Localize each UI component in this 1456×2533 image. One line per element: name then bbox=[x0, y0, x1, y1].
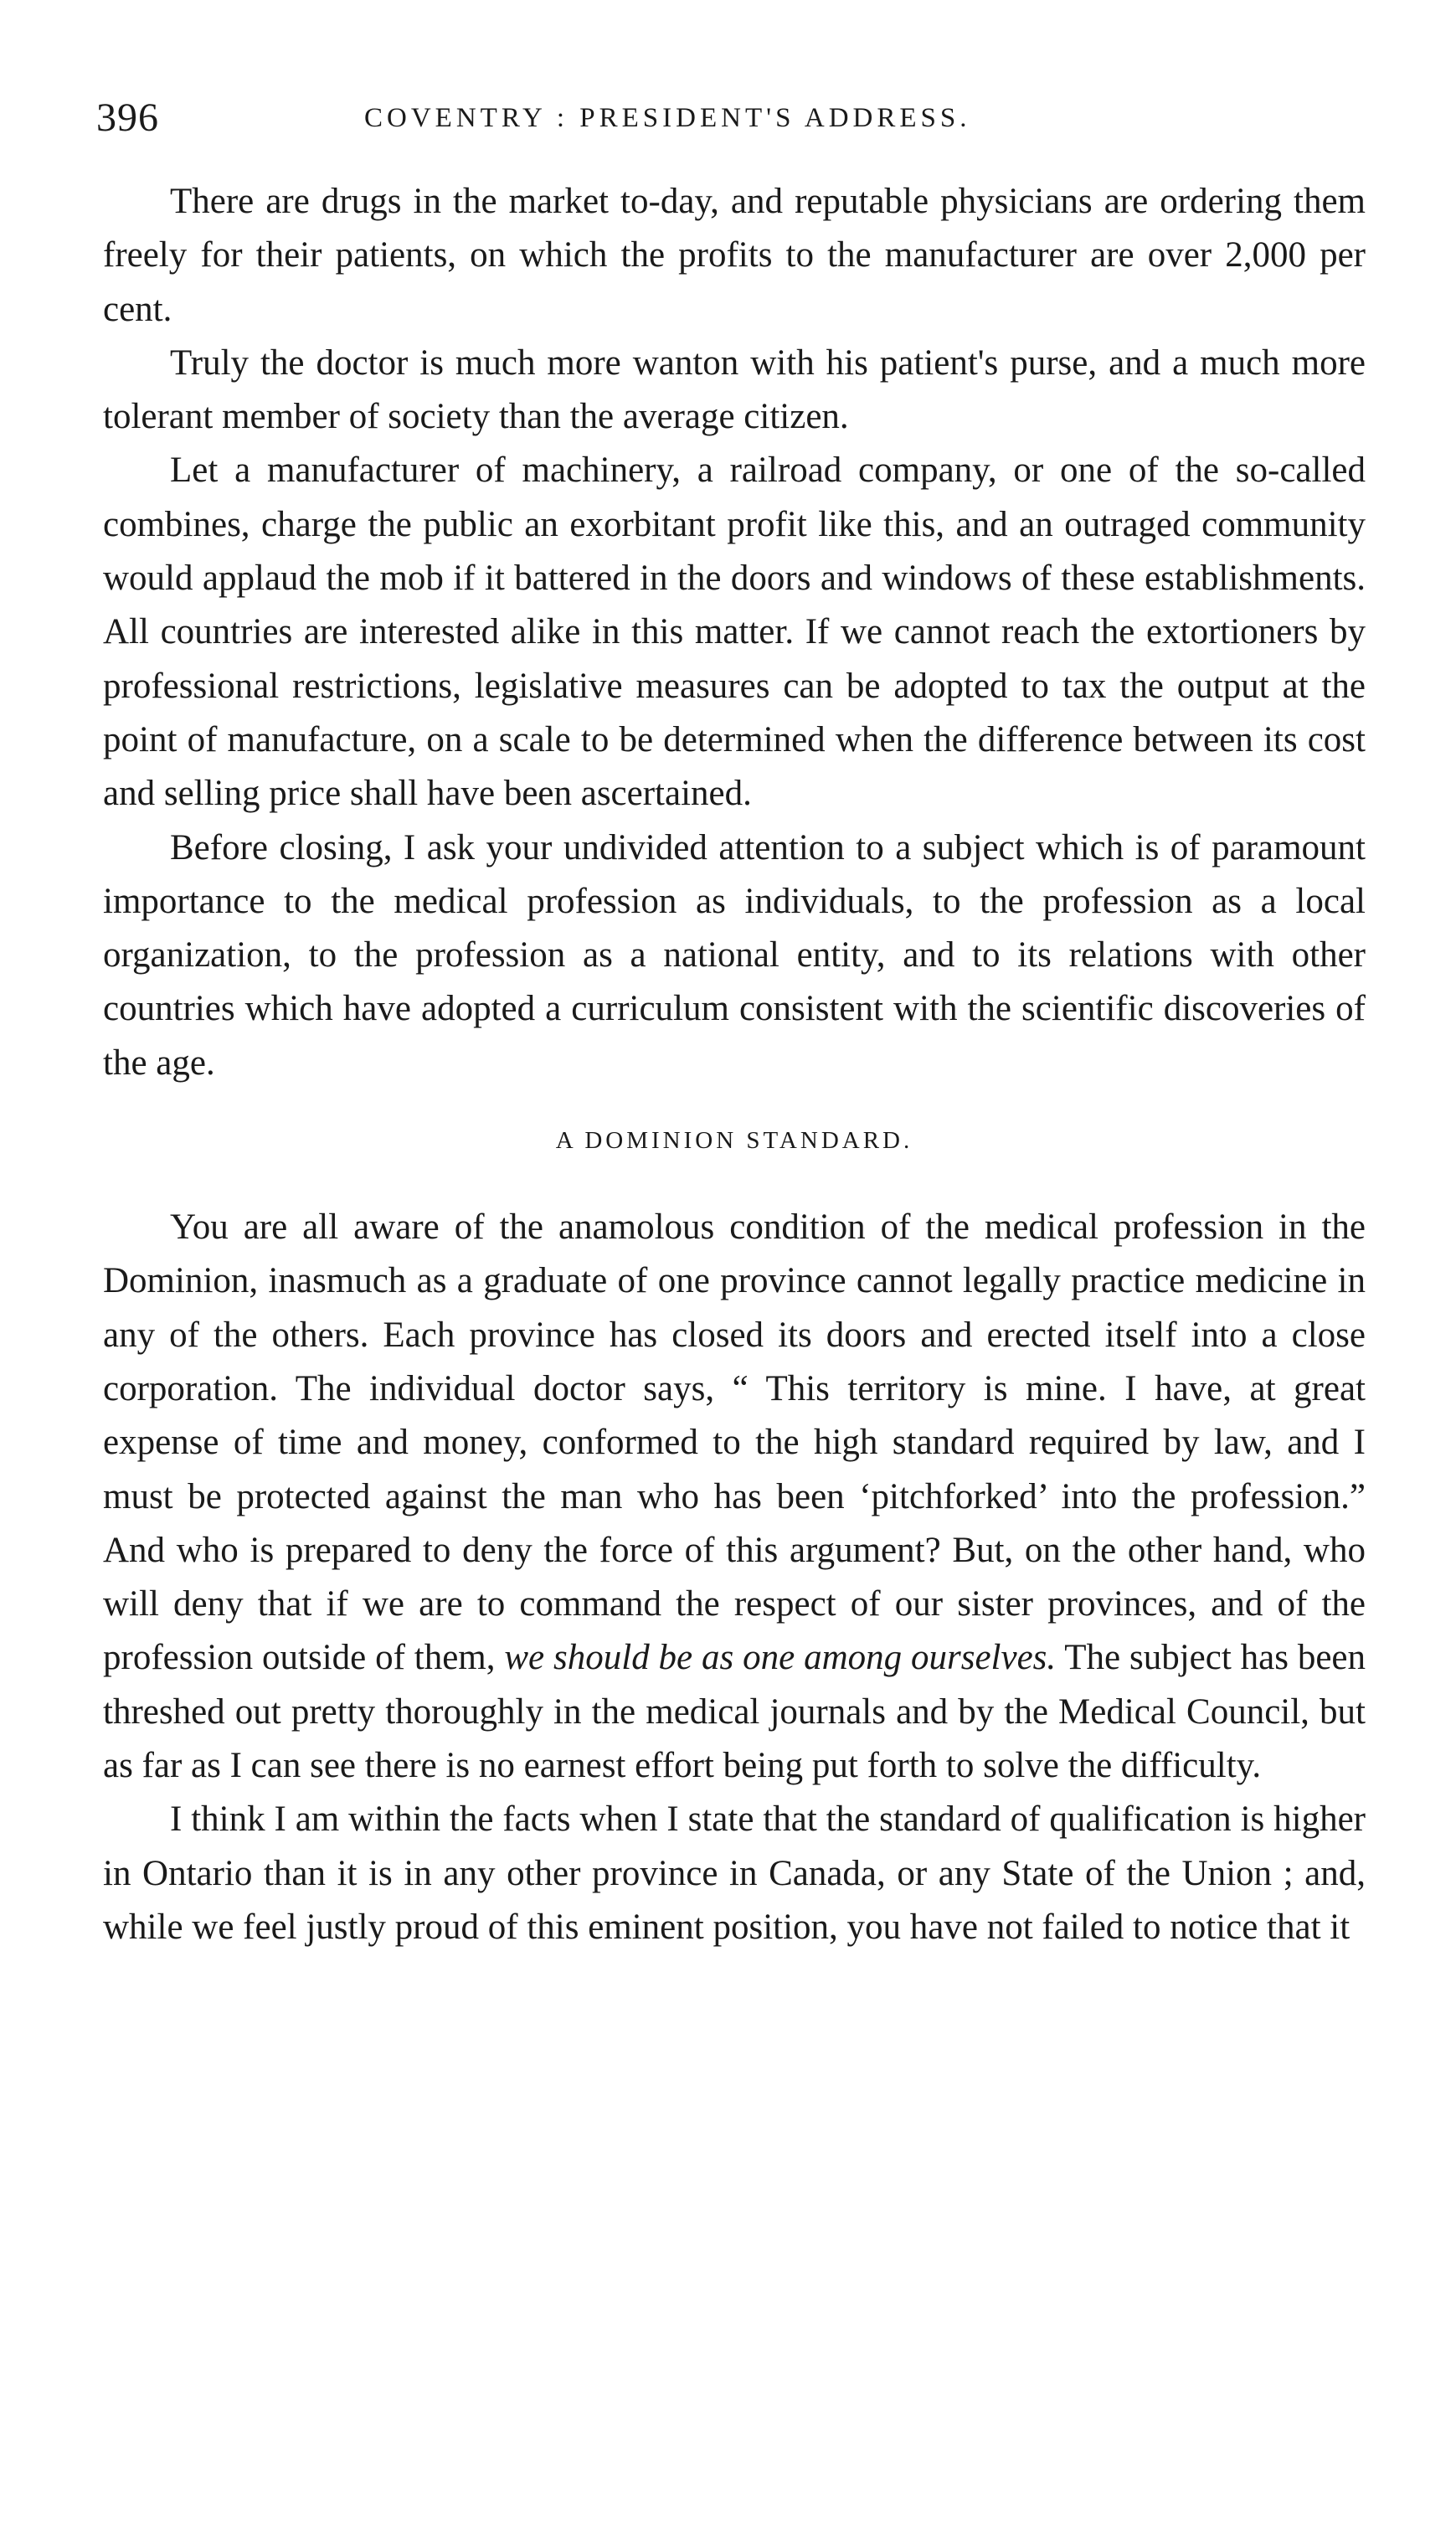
paragraph-drug-profits: There are drugs in the market to-day, and reputable physicians are ordering them freely for their patients, on which the profits to the manufacturer are over 2,000 per cent. bbox=[103, 182, 1366, 329]
italic-emphasis: we should be as one among ourselves. bbox=[504, 1638, 1057, 1678]
paragraph-dominion-text: You are all aware of the anamolous condition of the medical profession in the Dominion, inasmuch as a graduate of one province cannot legally practice medicine in any of the others. Each province has closed its doors and erected itself into a close corporation. The individual doctor says, “ This territory is mine. I have, at great expense of time and money, conformed to the high standard required by law, and I must be protected against the man who has been ‘pitchforked’ into the profession.” And who is prepared to deny the force of this argument? But, on the other hand, who will deny that if we are to command the respect of our sister provinces, and of the profession outside of them, bbox=[103, 1207, 1366, 1678]
paragraph-dominion-condition bbox=[103, 1201, 1366, 1793]
page-number: 396 bbox=[96, 95, 159, 140]
paragraph-ontario-standard: I think I am within the facts when I state that the standard of qualification is higher in Ontario than it is in any other province in Canada, or any State of the Union ; and, while we feel justly proud of this eminent position, you have not failed to notice that it bbox=[103, 1799, 1366, 1947]
book-page bbox=[96, 80, 1366, 1954]
paragraph-doctor-wanton: Truly the doctor is much more wanton with his patient's purse, and a much more tolerant member of society than the average citizen. bbox=[103, 342, 1366, 437]
paragraph-manufacturer-profit: Let a manufacturer of machinery, a railroad company, or one of the so-called combines, charge the public an exorbitant profit like this, and an outraged community would applaud the mob if it battered in the doors and windows of these establishments. All countries are interested alike in this matter. If we cannot reach the extortioners by professional restrictions, legislative measures can be adopted to tax the output at the point of manufacture, on a scale to be determined when the difference between its cost and selling price shall have been ascertained. bbox=[103, 450, 1366, 814]
running-title: COVENTRY : PRESIDENT'S ADDRESS. bbox=[364, 103, 971, 133]
section-heading: A DOMINION STANDARD. bbox=[555, 1127, 913, 1155]
paragraph-dominion-text-end: The subject has been threshed out pretty thoroughly in the medical journals and by the Medical Council, but as far as I can see there is no earnest effort being put forth to solve the difficulty. bbox=[103, 1638, 1366, 1786]
page-body bbox=[103, 175, 1366, 1954]
paragraph-before-closing: Before closing, I ask your undivided attention to a subject which is of paramount importance to the medical profession as individuals, to the profession as a local organization, to the profession as a national entity, and to its relations with other countries which have adopted a curriculum consistent with the scientific discoveries of the age. bbox=[103, 827, 1366, 1083]
running-head bbox=[96, 80, 1366, 155]
